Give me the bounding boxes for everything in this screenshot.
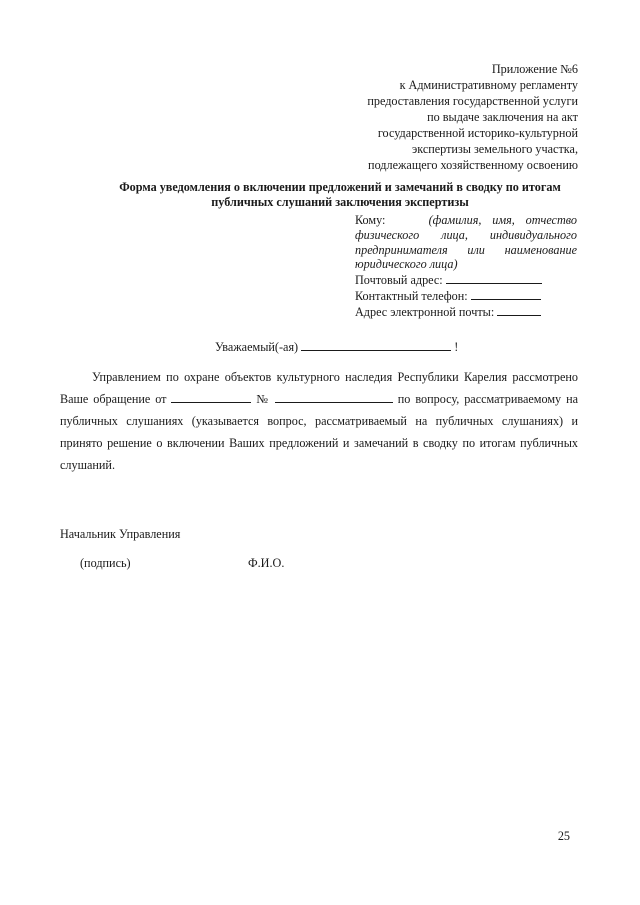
form-title-line-1: Форма уведомления о включении предложений и замечаний в сводку по итогам [119, 180, 561, 194]
greeting-suffix: ! [454, 340, 459, 354]
greeting-prefix: Уважаемый(-ая) [215, 340, 299, 354]
signature-label: (подпись) [80, 556, 131, 570]
email-blank [497, 304, 541, 316]
recipient-block [355, 213, 577, 320]
number-sign: № [256, 392, 270, 406]
number-blank [275, 391, 393, 403]
body-part-2: по вопросу, рассматриваемому на публичных слушаниях (указывается вопрос, рассматриваемый на публичных слушаниях) и принято решение о включении Ваших предложений и замечаний в сводку по итогам публичных слушаний. [60, 392, 579, 472]
greeting-line [215, 339, 458, 355]
appendix-line: предоставления государственной услуги [367, 94, 578, 108]
name-label: Ф.И.О. [248, 556, 285, 570]
notification-body [60, 366, 578, 476]
postal-blank [446, 272, 542, 284]
appendix-line: по выдаче заключения на акт [427, 110, 578, 124]
appendix-line: Приложение №6 [491, 62, 578, 76]
phone-label: Контактный телефон: [355, 288, 468, 303]
page-number: 25 [557, 829, 570, 843]
form-title-line-2: публичных слушаний заключения экспертизы [211, 195, 469, 209]
postal-label: Почтовый адрес: [355, 273, 443, 288]
form-title [60, 180, 620, 210]
phone-blank [471, 288, 541, 300]
body-part-1: Управлением по охране объектов культурного наследия Республики Карелия рассмотрено Ваше обращение от [60, 370, 578, 406]
email-field [355, 304, 577, 320]
phone-field [355, 288, 577, 304]
postal-address-field [355, 272, 577, 288]
appendix-line: подлежащего хозяйственному освоению [368, 158, 578, 172]
date-blank [171, 391, 251, 403]
signer-position: Начальник Управления [60, 527, 181, 541]
greeting-name-blank [301, 339, 451, 351]
to-label: Кому: [355, 213, 386, 227]
signature-row [80, 556, 285, 571]
to-hint: (фамилия, имя, отчество физического лица, индивидуального предпринимателя или наименование юридического лица) [355, 213, 577, 272]
email-label: Адрес электронной почты: [355, 304, 495, 319]
recipient-to [355, 213, 577, 272]
appendix-line: государственной историко-культурной [377, 126, 578, 140]
appendix-line: экспертизы земельного участка, [411, 142, 578, 156]
appendix-header [367, 61, 578, 173]
appendix-line: к Административному регламенту [399, 78, 578, 92]
